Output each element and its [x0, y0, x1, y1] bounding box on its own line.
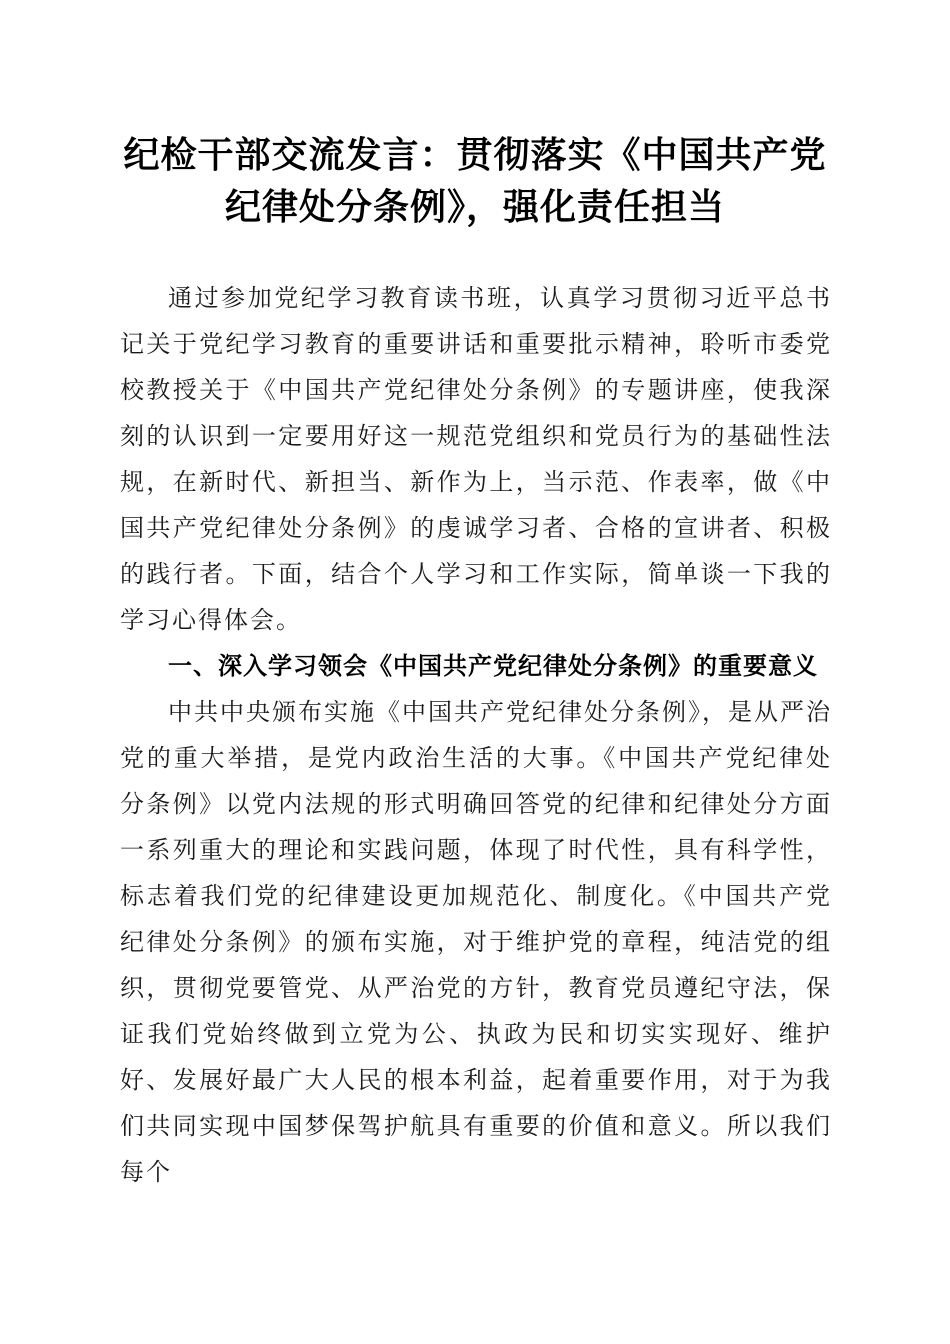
section-heading-1: 一、深入学习领会《中国共产党纪律处分条例》的重要意义 — [168, 652, 818, 680]
document-body — [120, 275, 832, 1195]
section-1-paragraph: 中共中央颁布实施《中国共产党纪律处分条例》，是从严治党的重大举措，是党内政治生活的大事。《中国共产党纪律处分条例》以党内法规的形式明确回答党的纪律和纪律处分方面一系列重大的理论和实践问题，体现了时代性，具有科学性，标志着我们党的纪律建设更加规范化、制度化。《中国共产党纪律处分条例》的颁布实施，对于维护党的章程，纯洁党的组织，贯彻党要管党、从严治党的方针，教育党员遵纪守法，保证我们党始终做到立党为公、执政为民和切实实现好、维护好、发展好最广大人民的根本利益，起着重要作用，对于为我们共同实现中国梦保驾护航具有重要的价值和意义。所以我们每个 — [120, 698, 832, 1186]
intro-paragraph: 通过参加党纪学习教育读书班，认真学习贯彻习近平总书记关于党纪学习教育的重要讲话和重要批示精神，聆听市委党校教授关于《中国共产党纪律处分条例》的专题讲座，使我深刻的认识到一定要用好这一规范党组织和党员行为的基础性法规，在新时代、新担当、新作为上，当示范、作表率，做《中国共产党纪律处分条例》的虔诚学习者、合格的宣讲者、积极的践行者。下面，结合个人学习和工作实际，简单谈一下我的学习心得体会。 — [120, 284, 832, 634]
document-title: 纪检干部交流发言：贯彻落实《中国共产党纪律处分条例》，强化责任担当 — [123, 135, 827, 228]
